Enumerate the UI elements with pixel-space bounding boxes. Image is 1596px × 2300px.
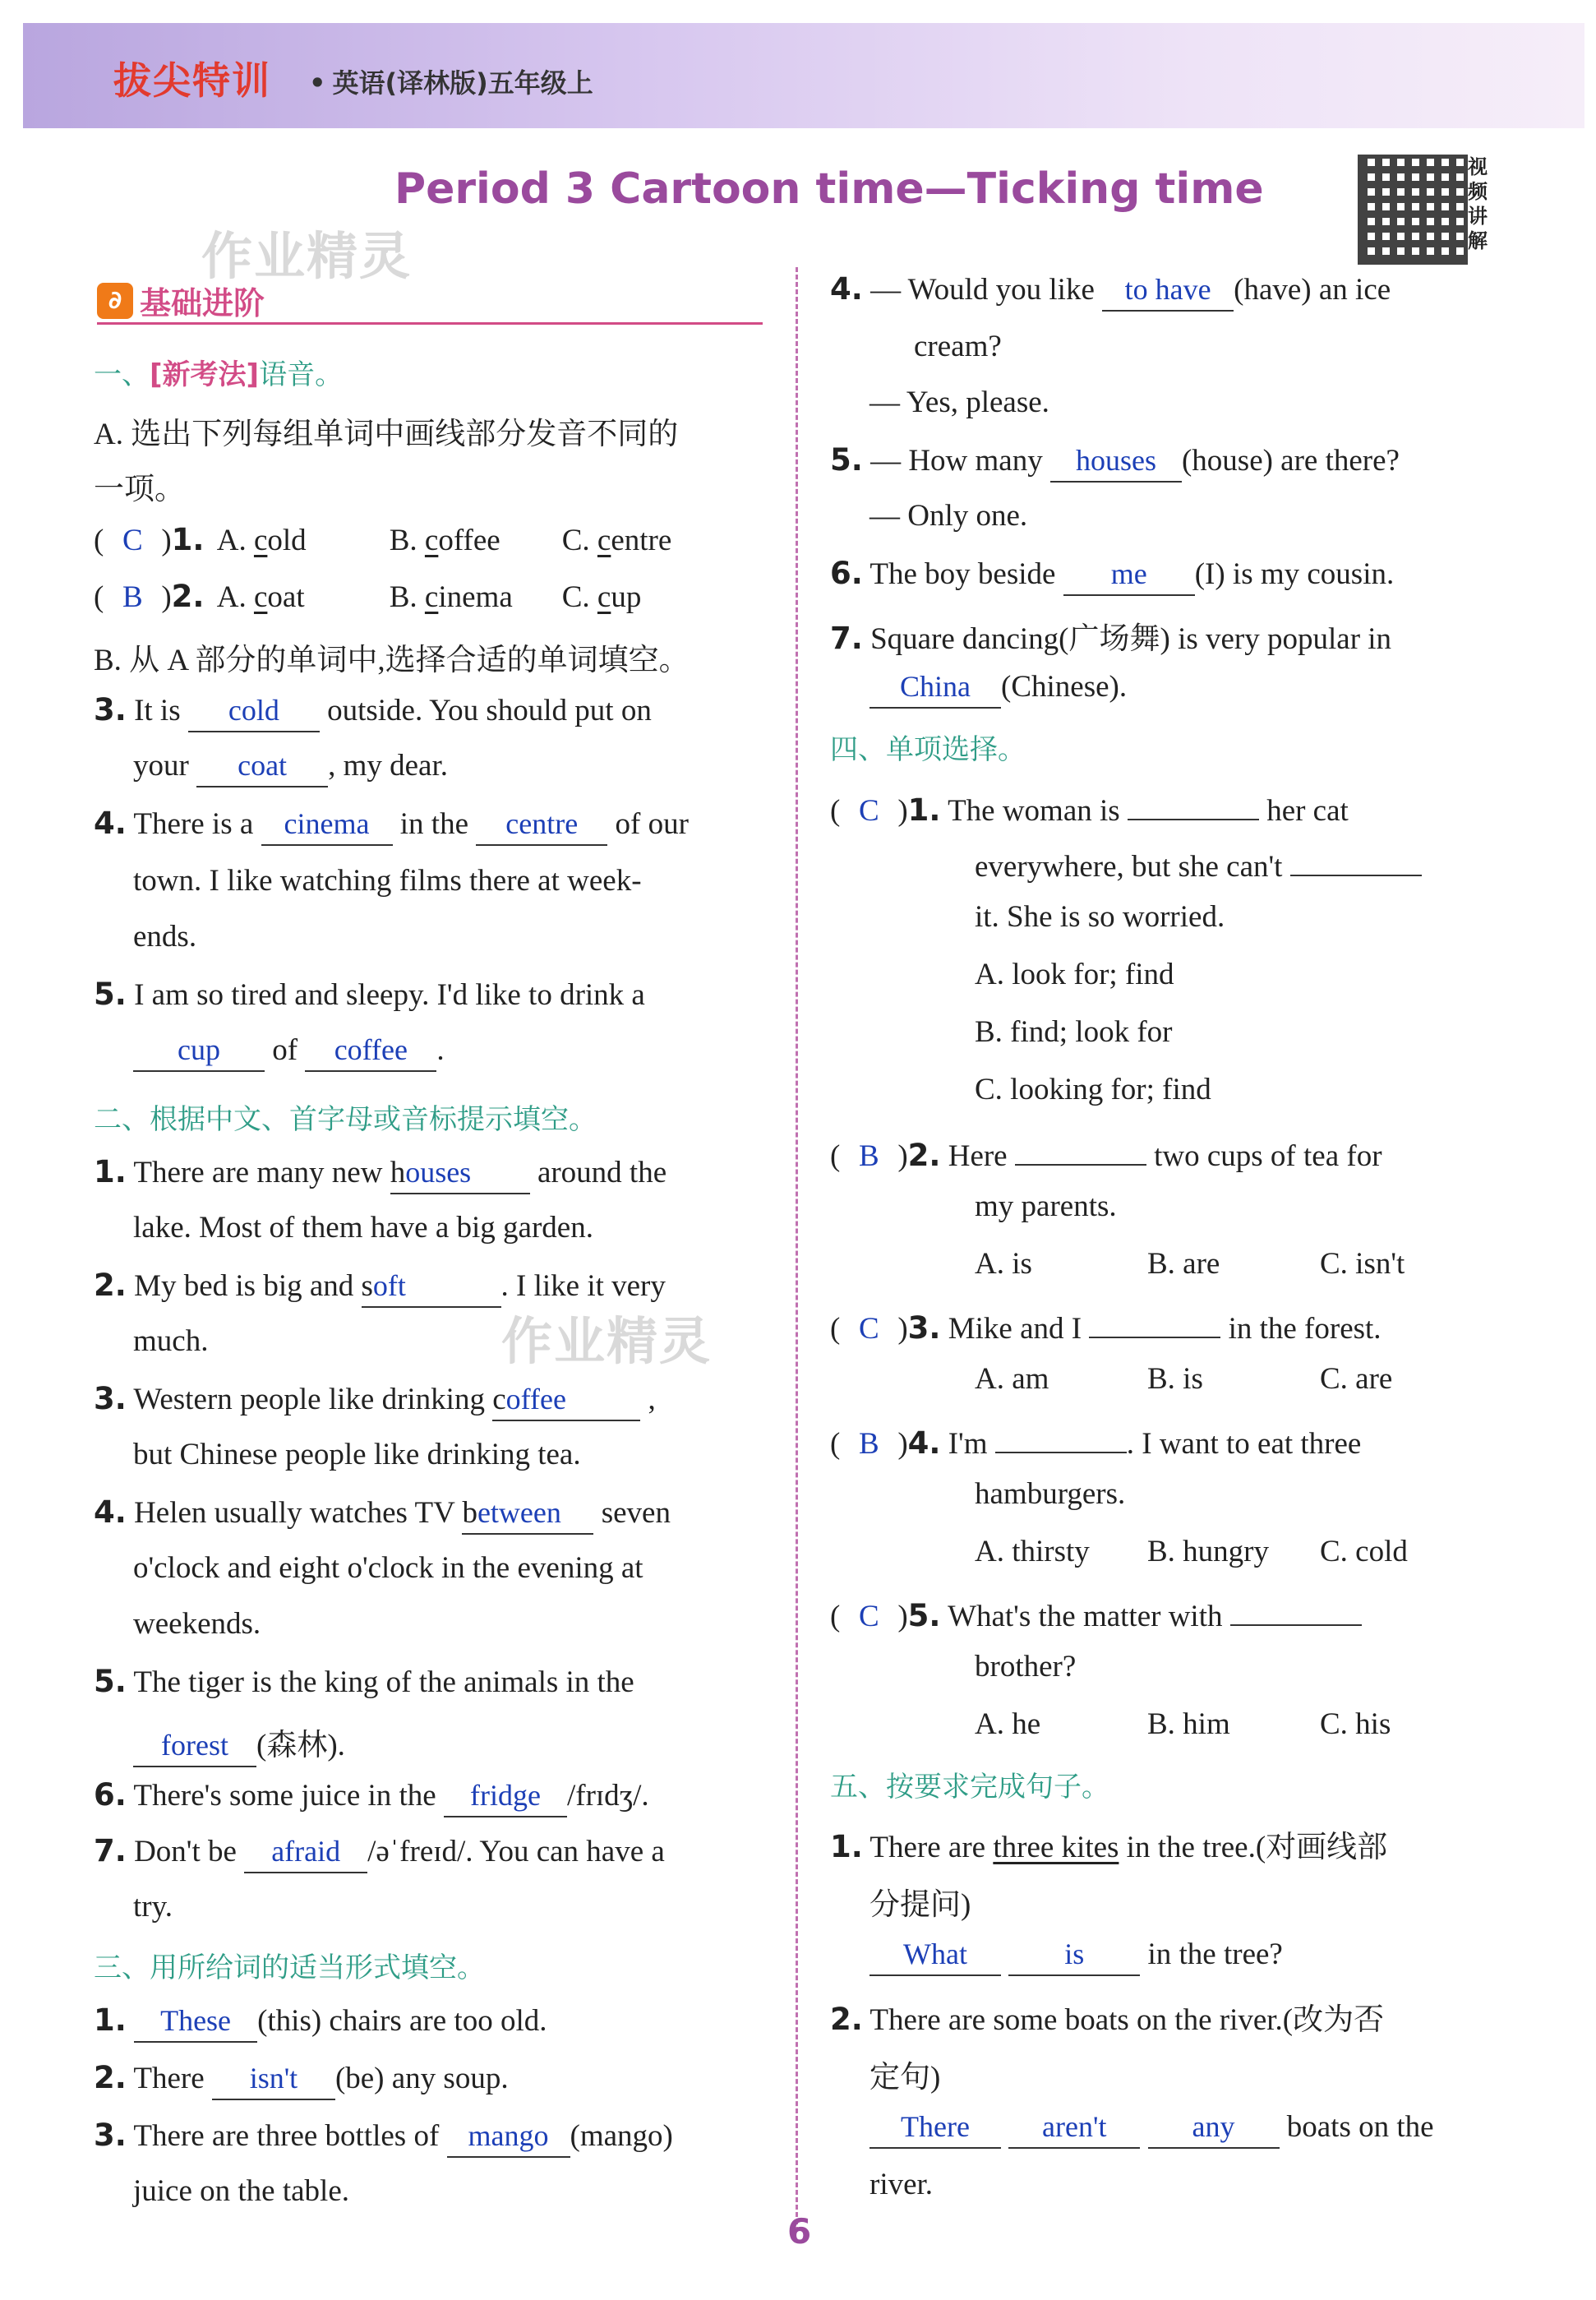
answer-text: me: [1110, 557, 1147, 590]
answer-text: aren't: [1042, 2110, 1107, 2143]
answer-text: cold: [228, 694, 279, 727]
header-banner: [23, 23, 1584, 128]
question-row-cont: try.: [133, 1890, 173, 1924]
answer-choice: B: [858, 1139, 879, 1173]
question-row: 3. It is cold outside. You should put on: [94, 692, 652, 732]
page-title: Period 3 Cartoon time—Ticking time: [394, 164, 1264, 214]
part3-heading: 三、用所给词的适当形式填空。: [94, 1951, 485, 1984]
question-row-cont: China (Chinese).: [869, 669, 1127, 709]
question-row-cont: lake. Most of them have a big garden.: [133, 1211, 593, 1245]
underlined-phrase: three kites: [993, 1831, 1119, 1864]
answer-choice: B: [858, 1427, 879, 1461]
question-row-cont: cream?: [914, 330, 1002, 363]
answer-text: isn't: [249, 2062, 298, 2094]
question-row-cont: your coat , my dear.: [133, 748, 448, 787]
options-row: A. am B. is C. are: [975, 1362, 1393, 1396]
question-row: 1. These (this) chairs are too old.: [94, 2002, 547, 2043]
answer-text: There: [901, 2110, 970, 2143]
question-row: 7. Square dancing(广场舞) is very popular in: [830, 621, 1392, 656]
option-c: C. looking for; find: [975, 1073, 1211, 1106]
question-row: ( C )5. What's the matter with: [830, 1591, 1362, 1634]
answer-text: forest: [161, 1729, 228, 1762]
answer-text: oft: [372, 1269, 406, 1302]
part1-heading: [94, 352, 343, 392]
question-row-cont: brother?: [975, 1650, 1077, 1683]
question-row: 2. My bed is big and soft . I like it very: [94, 1268, 666, 1308]
instruction-a-l2: 一项。: [94, 473, 185, 506]
answer-text: ouses: [405, 1156, 472, 1189]
answer-text: offee: [505, 1383, 566, 1416]
new-exam-tag: [新考法]: [150, 358, 260, 391]
part4-heading: 四、单项选择。: [830, 733, 1026, 766]
answer-text: fridge: [470, 1779, 541, 1812]
question-row-cont: much.: [133, 1324, 209, 1358]
answer-text: afraid: [271, 1835, 341, 1868]
question-row: 1. There are three kites in the tree.(对画线部: [830, 1829, 1388, 1864]
question-row-cont: my parents.: [975, 1189, 1117, 1223]
heading-prefix: 一、: [94, 358, 150, 391]
watermark: 作业精灵: [201, 226, 413, 286]
section-underline: [97, 322, 763, 325]
question-row: 4. Helen usually watches TV between seven: [94, 1494, 671, 1535]
question-row-cont: 定句): [869, 2061, 941, 2094]
question-row-cont: cup of coffee .: [133, 1032, 445, 1072]
question-row-cont: everywhere, but she can't: [975, 842, 1422, 884]
question-row: 6. There's some juice in the fridge /frɪdʒ/.: [94, 1777, 649, 1817]
answer-choice: C: [858, 794, 879, 828]
question-row: 5. The tiger is the king of the animals in the: [94, 1664, 634, 1699]
answer-text: mango: [468, 2119, 549, 2152]
question-row: 2. There isn't (be) any soup.: [94, 2060, 509, 2100]
answer-text: What: [903, 1937, 967, 1970]
question-row-cont: hamburgers.: [975, 1477, 1126, 1511]
question-row: 1. There are many new houses around the: [94, 1154, 667, 1194]
question-row: 4. — Would you like to have (have) an ice: [830, 271, 1391, 312]
question-row: 5. I am so tired and sleepy. I'd like to drink a: [94, 977, 645, 1012]
question-row: 3. Western people like drinking coffee ,: [94, 1381, 656, 1421]
option-b: B. find; look for: [975, 1015, 1173, 1049]
options-row: A. he B. him C. his: [975, 1707, 1391, 1741]
brand-logo: 拔尖特训: [113, 58, 271, 103]
question-number: 2.: [171, 579, 205, 614]
answer-text: to have: [1124, 273, 1211, 306]
question-row-cont: juice on the table.: [133, 2174, 350, 2208]
answer-text: is: [1064, 1937, 1085, 1970]
qr-label: 视频讲解: [1468, 155, 1488, 252]
instruction-b: B. 从 A 部分的单词中,选择合适的单词填空。: [94, 644, 690, 677]
answer-text: cinema: [284, 807, 370, 840]
question-row-cont: — Yes, please.: [869, 386, 1049, 419]
question-row-cont: ends.: [133, 920, 197, 954]
answer-row: What is in the tree?: [869, 1937, 1283, 1976]
question-row: ( C )1. A. cold B. coffee C. centre: [94, 522, 672, 557]
question-row-cont: it. She is so worried.: [975, 900, 1225, 934]
section-title: 基础进阶: [140, 285, 265, 321]
options-row: A. thirsty B. hungry C. cold: [975, 1535, 1408, 1568]
question-row: 2. There are some boats on the river.(改为否: [830, 2002, 1385, 2037]
answer-text: centre: [505, 807, 579, 840]
question-row: 4. There is a cinema in the centre of our: [94, 806, 689, 846]
answer-row: There aren't any boats on the: [869, 2109, 1434, 2149]
section-header: [97, 278, 265, 323]
qr-code-icon[interactable]: [1358, 155, 1468, 265]
instruction-a-l1: A. 选出下列每组单词中画线部分发音不同的: [94, 418, 679, 451]
answer-text: coffee: [334, 1033, 408, 1066]
answer-text: any: [1192, 2110, 1235, 2143]
question-number: 1.: [171, 522, 205, 557]
question-row: ( B )4. I'm . I want to eat three: [830, 1419, 1361, 1462]
question-row: 5. — How many houses (house) are there?: [830, 442, 1400, 483]
option-a: A. look for; find: [975, 958, 1174, 991]
question-row: 3. There are three bottles of mango (mango): [94, 2118, 673, 2158]
options-row: A. is B. are C. isn't: [975, 1247, 1405, 1281]
answer-text: etween: [477, 1496, 561, 1529]
answer-text: China: [900, 670, 971, 703]
runner-icon: ∂: [97, 283, 133, 319]
part2-heading: 二、根据中文、首字母或音标提示填空。: [94, 1103, 597, 1136]
answer-choice: B: [122, 580, 143, 614]
heading-suffix: 语音。: [259, 358, 344, 391]
book-subtitle-text: 英语(译林版)五年级上: [332, 67, 593, 99]
question-row-cont: forest (森林).: [133, 1720, 345, 1767]
question-row-cont: o'clock and eight o'clock in the evening at: [133, 1551, 643, 1585]
part5-heading: 五、按要求完成句子。: [830, 1771, 1109, 1804]
answer-text: These: [160, 2004, 232, 2037]
answer-choice: C: [858, 1312, 879, 1346]
page-number: 6: [787, 2211, 812, 2252]
question-row: ( B )2. Here two cups of tea for: [830, 1131, 1382, 1174]
question-row: ( C )1. The woman is her cat: [830, 786, 1349, 829]
answer-choice: C: [858, 1600, 879, 1633]
answer-choice: C: [122, 524, 143, 557]
question-row-cont: 分提问): [869, 1888, 971, 1922]
question-row: 6. The boy beside me (I) is my cousin.: [830, 556, 1394, 596]
question-row: ( C )3. Mike and I in the forest.: [830, 1304, 1382, 1346]
answer-text: houses: [1075, 444, 1156, 477]
answer-text: cup: [178, 1033, 220, 1066]
column-divider: [796, 267, 798, 2232]
question-row-cont: river.: [869, 2168, 934, 2201]
question-row-cont: weekends.: [133, 1607, 261, 1641]
book-subtitle: • 英语(译林版)五年级上: [309, 67, 593, 99]
question-row-cont: but Chinese people like drinking tea.: [133, 1438, 581, 1471]
question-row: ( B )2. A. coat B. cinema C. cup: [94, 579, 642, 614]
watermark: 作业精灵: [501, 1311, 713, 1371]
question-row: 7. Don't be afraid /əˈfreɪd/. You can have a: [94, 1833, 665, 1873]
question-row-cont: town. I like watching films there at week-: [133, 864, 642, 898]
answer-text: coat: [238, 749, 288, 782]
question-row-cont: — Only one.: [869, 499, 1028, 533]
